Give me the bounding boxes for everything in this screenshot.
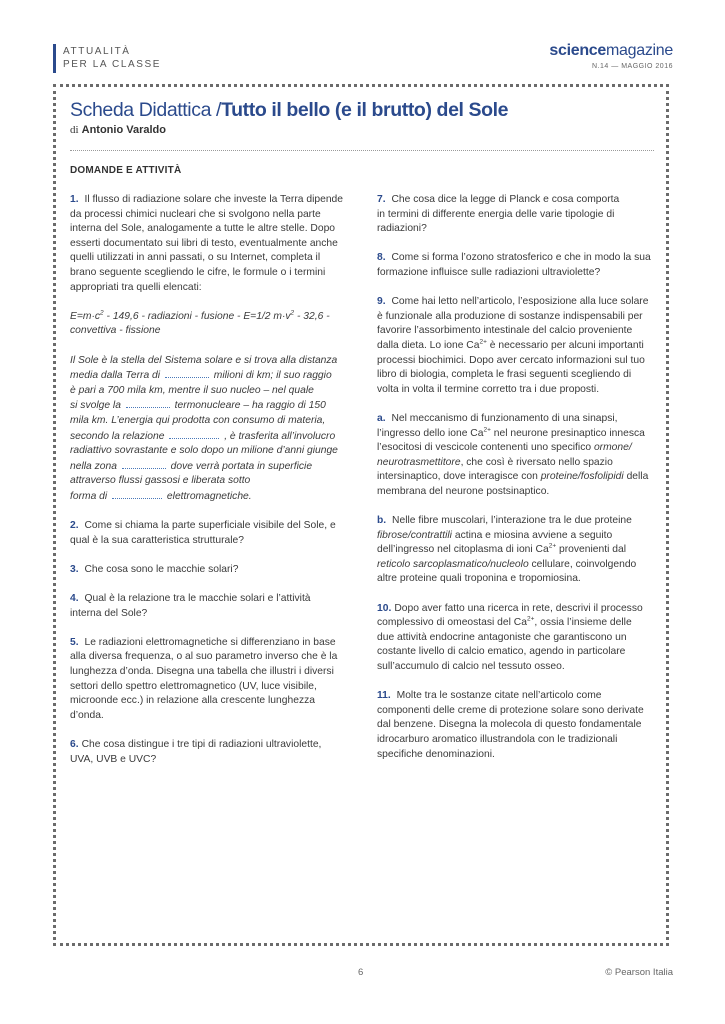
q7-line: Che cosa dice la legge di Planck e cosa comporta [391,194,620,205]
q10-line: due attività endocrine antagoniste che garantiscono un [377,631,627,643]
brand-bold: science [549,42,607,59]
qa-text: membrana del neurone postsinaptico. [377,485,550,497]
qb-text: provenienti dal [556,544,626,556]
q11-line: dal benzene. Disegna la molecola di questo fondamentale [377,719,642,731]
superscript: 2+ [526,615,535,623]
cloze-line: Il Sole è la stella del Sistema solare e si trova alla distanza [70,354,338,366]
question-1 [70,193,355,295]
author-di: di [70,124,79,136]
q11-line: idrocarburo aromatico illustrandola con le tradizionali [377,733,618,745]
section-heading: DOMANDE E ATTIVITÀ [70,165,182,176]
fill-in-blank[interactable] [169,429,219,439]
choice-option: neurotrasmettitore [377,456,461,468]
qb-text: actina e miosina avviene a seguito [451,529,613,541]
q9-line: è funzionale alla produzione di sostanze indispensabili per [377,310,643,322]
question-8 [377,251,662,280]
superscript: 2+ [479,338,487,346]
q1-line: esserti documentato sui libri di testo, eventualmente anche [70,237,338,249]
fill-in-blank[interactable] [126,398,170,408]
option-text: E=m·c [70,310,101,322]
q8-line: formazione influisce sulle radiazioni ultraviolette? [377,266,601,278]
choice-option: proteine/fosfolipidi [540,471,624,483]
options-list [70,310,355,339]
q9-text: dalla dieta. Lo ione Ca [377,339,480,351]
qa-text: nel neurone presinaptico innesca [490,427,645,439]
q11-line: Molte tra le sostanze citate nell’articolo come [396,690,602,702]
q5-line: microonde ecc.) in relazione alla crescente lunghezza [70,695,315,707]
cloze-text: , è trasferita all’involucro [221,430,336,442]
question-number: 11. [377,690,391,702]
q9-line: Come hai letto nell’articolo, l’esposizione alla luce solare [391,296,649,308]
option-text: - 32,6 - [294,310,330,322]
qa-text: l’esocitosi di vescicole contenenti uno specifico [377,442,594,454]
qb-text: Nelle fibre muscolari, l’interazione tra le due proteine [392,515,632,527]
cloze-paragraph [70,354,355,505]
brand-logo [549,42,673,60]
qa-text: , che così è riversato nello spazio [460,456,613,468]
cloze-line: radiattivo sovrastante e solo dopo un milione d’anni giunge [70,445,338,457]
cloze-line: mila km. L’energia qui prodotta con consumo di materia, [70,414,326,426]
question-9a [377,412,662,500]
section-label [63,45,161,71]
qb-text: dell’ingresso nel citoplasma di ioni Ca [377,544,549,556]
qb-text: cellulare, coinvolgendo [528,558,637,570]
q10-text: , ossia l’insieme delle [534,617,632,629]
qb-text: altre proteine quali troponina e tropomiosina. [377,573,581,585]
author-name: Antonio Varaldo [81,124,166,136]
q9-line: libro di biologia, completa le frasi seguenti scegliendo di [377,369,632,381]
cloze-text: media dalla Terra di [70,370,163,382]
question-3 [70,563,355,578]
section-label-line2: PER LA CLASSE [63,59,162,70]
question-11 [377,689,662,762]
question-number: 10. [377,602,392,614]
question-number: 3. [70,563,79,575]
issue-info: N.14 — MAGGIO 2016 [592,63,673,70]
superscript: 2 [100,309,104,317]
q6-line: UVA, UVB e UVC? [70,753,157,765]
question-9 [377,295,662,397]
q1-line: appropriati tra quelli elencati: [70,281,202,293]
question-number: 8. [377,252,386,264]
choice-option: reticolo sarcoplasmatico/nucleolo [377,558,529,570]
q11-line: specifiche denominazioni. [377,748,495,760]
q5-line: lunghezza d’onda. Disegna una tabella che illustri i diversi [70,666,334,677]
separator [70,150,654,151]
choice-option: ormone/ [593,442,632,454]
q9-line: volta in volta il termine corretto tra i due proposti. [377,383,600,395]
question-number: 2. [70,520,79,532]
superscript: 2+ [483,426,491,434]
q10-text: complessivo di omeostasi del Ca [377,617,527,629]
brand-rest: magazine [606,42,673,59]
q9-line: processi biochimici. Dopo aver cercato informazioni sul tuo [377,354,645,366]
q1-line: Il flusso di radiazione solare che investe la Terra dipende [84,194,343,205]
superscript: 2+ [548,542,557,550]
q4-line: Qual è la relazione tra le macchie solari e l’attività [84,593,311,605]
superscript: 2 [290,309,295,317]
cloze-text: elettromagnetiche. [164,490,252,502]
q10-text: Dopo aver fatto una ricerca in rete, descrivi il processo [394,602,643,614]
question-number: 4. [70,593,79,605]
question-number: 5. [70,636,79,648]
fill-in-blank[interactable] [165,368,209,378]
question-number: 9. [377,296,386,308]
option-text: - 149,6 - radiazioni - fusione - E=1/2 m·v [103,310,291,322]
cloze-text: milioni di km; il suo raggio [210,370,332,382]
cloze-text: forma di [70,490,111,502]
q9-text: è necessario per alcuni importanti [486,339,644,351]
q4-line: interna del Sole? [70,607,148,619]
cloze-text: nella zona [70,460,120,472]
question-number: 1. [70,194,79,205]
question-9b [377,514,662,587]
q3-line: Che cosa sono le macchie solari? [84,563,239,575]
page-number: 6 [358,967,364,978]
q10-line: sull’accumulo di calcio nel tessuto osseo. [377,661,565,672]
q7-line: radiazioni? [377,223,427,235]
page-title [70,99,508,122]
q5-line: Le radiazioni elettromagnetiche si differenziano in base [84,636,336,648]
cloze-text: si svolge la [70,400,124,412]
choice-option: fibrose/contrattili [377,529,452,541]
qa-text: intersinaptico, dove interagisce con [377,471,541,483]
title-main: Tutto il bello (e il brutto) del Sole [221,99,509,121]
q5-line: d’onda. [70,709,104,721]
cloze-text: dove verrà portata in superficie [167,460,313,472]
question-number: 7. [377,194,386,205]
qa-text: l’ingresso dello ione Ca [377,427,484,439]
q10-line: costante livello di calcio ematico, agendo in particolare [377,646,626,658]
cloze-text: termonucleare – ha raggio di 150 [171,400,326,412]
q2-line: qual è la sua caratteristica strutturale? [70,534,244,546]
question-number: 6. [70,738,79,750]
q6-line: Che cosa distingue i tre tipi di radiazioni ultraviolette, [81,738,322,750]
question-number: a. [377,412,386,424]
q7-line: in termini di differente energia delle varie tipologie di [377,208,615,220]
option-text: convettiva - fissione [70,325,161,337]
question-7 [377,193,662,237]
title-prefix: Scheda Didattica / [70,99,222,121]
cloze-line: è pari a 700 mila km, mentre il suo nucleo – nel quale [70,384,314,396]
q1-line: brano seguente scegliendo le cifre, le formule o i termini [70,266,326,278]
question-6 [70,738,355,767]
q2-line: Come si chiama la parte superficiale visibile del Sole, e [84,520,336,532]
left-column [70,193,355,782]
fill-in-blank[interactable] [122,459,166,469]
qa-text: della [623,471,649,483]
cloze-line: attraverso flussi gassosi e liberata sotto [70,475,251,487]
question-number: b. [377,515,387,527]
author-line [70,124,166,136]
q11-line: componenti delle creme di protezione solare sono derivate [377,704,644,716]
copyright: © Pearson Italia [605,967,673,978]
q5-line: settori dello spettro elettromagnetico (UV, luce visibile, [70,680,317,692]
q5-line: alla diversa frequenza, o al suo parametro inverso che è la [70,651,338,663]
q1-line: quelli utilizzati in anni passati, o su Internet, completa il [70,252,321,264]
right-column [377,193,662,777]
q8-line: Come si forma l’ozono stratosferico e che in modo la sua [391,252,651,264]
section-label-line1: ATTUALITÀ [63,46,131,57]
q9-line: favorire l’assorbimento intestinale del calcio proveniente [377,325,633,337]
q1-line: da processi chimici nucleari che si svolgono nella parte [70,208,321,220]
question-10 [377,602,662,675]
fill-in-blank[interactable] [112,489,162,499]
qa-text: Nel meccanismo di funzionamento di una sinapsi, [391,412,618,424]
question-2 [70,519,355,548]
q1-line: interna del Sole, analogamente a tutte le altre stelle. Dopo [70,223,336,235]
question-4 [70,592,355,621]
header-accent-bar [53,44,56,73]
cloze-text: secondo la relazione [70,430,168,442]
question-5 [70,636,355,724]
